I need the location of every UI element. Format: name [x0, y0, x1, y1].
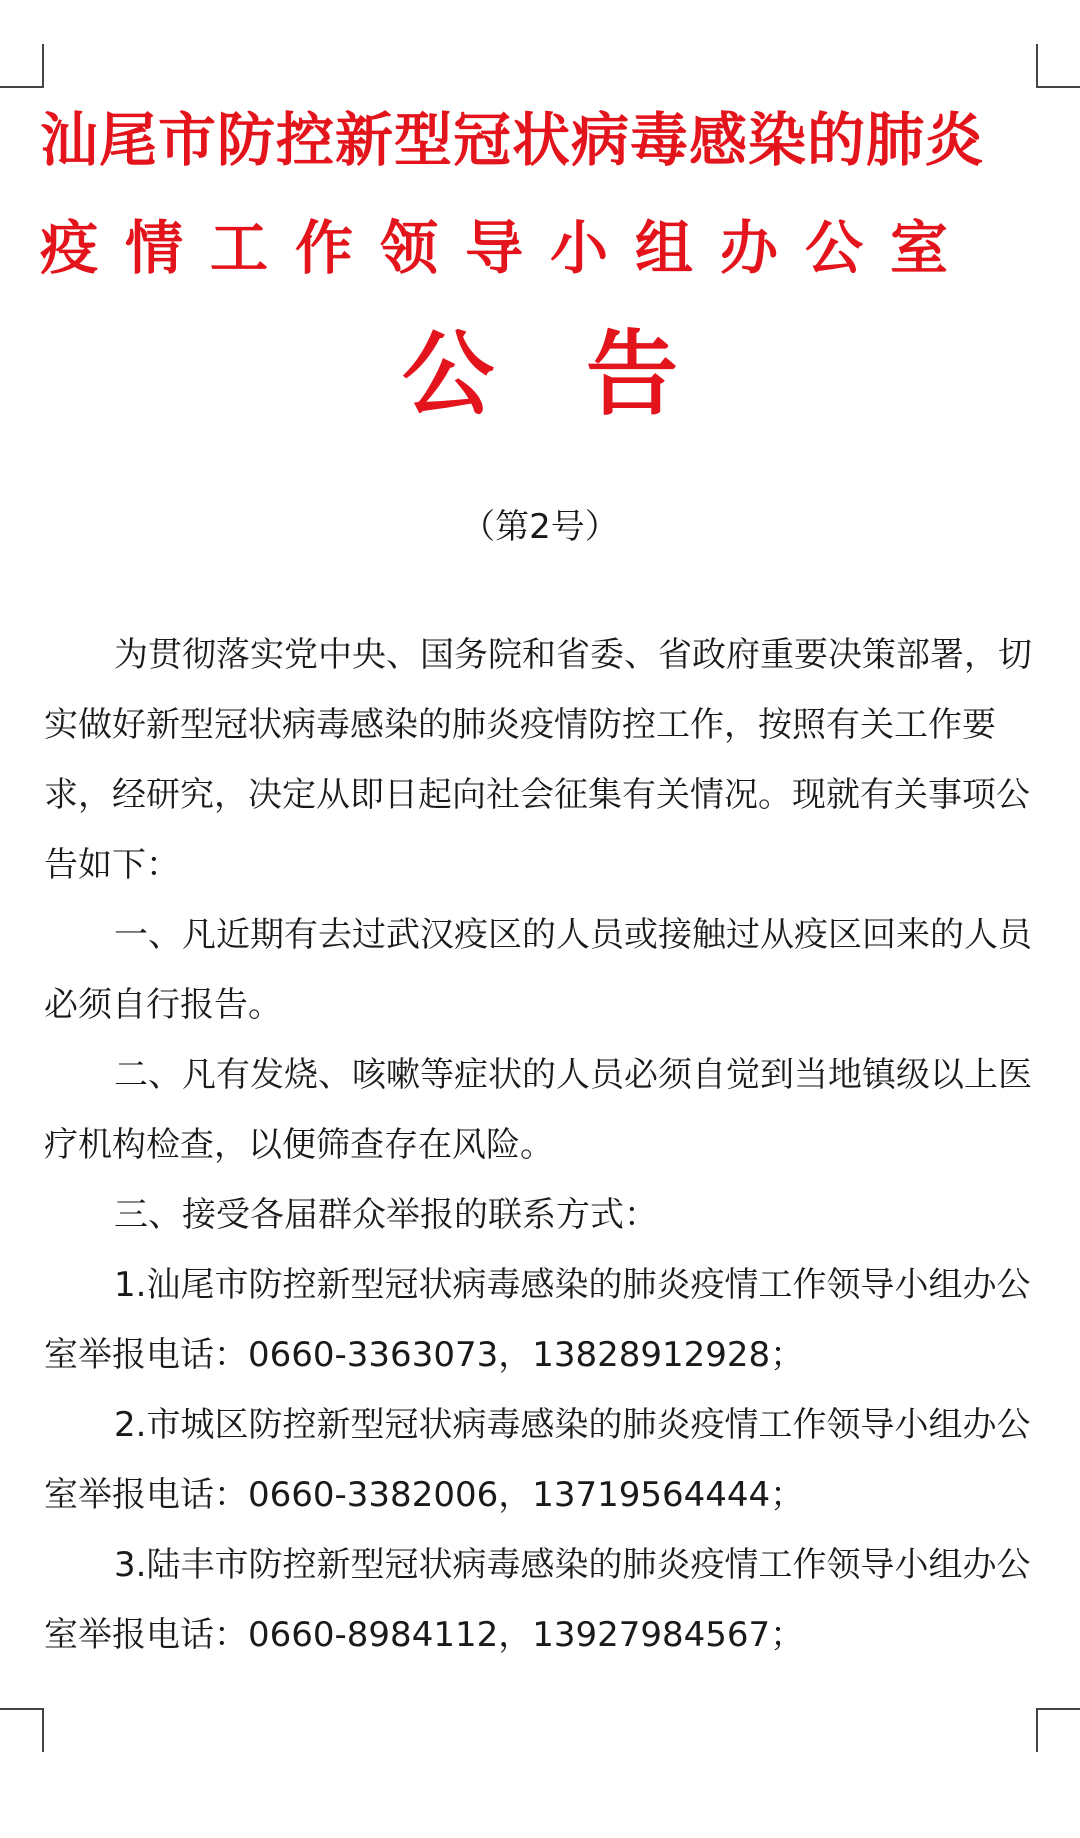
- intro-paragraph: 为贯彻落实党中央、国务院和省委、省政府重要决策部署，切实做好新型冠状病毒感染的肺炎疫情防控工作，按照有关工作要求，经研究，决定从即日起向社会征集有关情况。现就有关事项公告如下：: [44, 635, 1032, 885]
- title-line-1: 汕尾市防控新型冠状病毒感染的肺炎: [40, 106, 985, 174]
- contact-2-paragraph: 2.市城区防控新型冠状病毒感染的肺炎疫情工作领导小组办公室举报电话：0660-3382006，13719564444；: [44, 1405, 1031, 1515]
- crop-mark-top-right: [1036, 44, 1080, 88]
- crop-mark-bottom-left: [0, 1708, 44, 1752]
- title-line-2: 疫情工作领导小组办公室: [40, 214, 976, 282]
- notice-heading: 公告: [401, 321, 770, 428]
- contact-3-paragraph: 3.陆丰市防控新型冠状病毒感染的肺炎疫情工作领导小组办公室举报电话：0660-8984112，13927984567；: [44, 1545, 1031, 1655]
- item-1-paragraph: 一、凡近期有去过武汉疫区的人员或接触过从疫区回来的人员必须自行报告。: [44, 915, 1032, 1025]
- item-2-paragraph: 二、凡有发烧、咳嗽等症状的人员必须自觉到当地镇级以上医疗机构检查，以便筛查存在风险。: [44, 1055, 1032, 1165]
- contact-1-paragraph: 1.汕尾市防控新型冠状病毒感染的肺炎疫情工作领导小组办公室举报电话：0660-3363073，13828912928；: [44, 1265, 1031, 1375]
- notice-body: [44, 620, 1044, 1670]
- item-3-paragraph: 三、接受各届群众举报的联系方式：: [114, 1195, 658, 1235]
- document-number: （第2号）: [461, 507, 619, 547]
- crop-mark-bottom-right: [1036, 1708, 1080, 1752]
- crop-mark-top-left: [0, 44, 44, 88]
